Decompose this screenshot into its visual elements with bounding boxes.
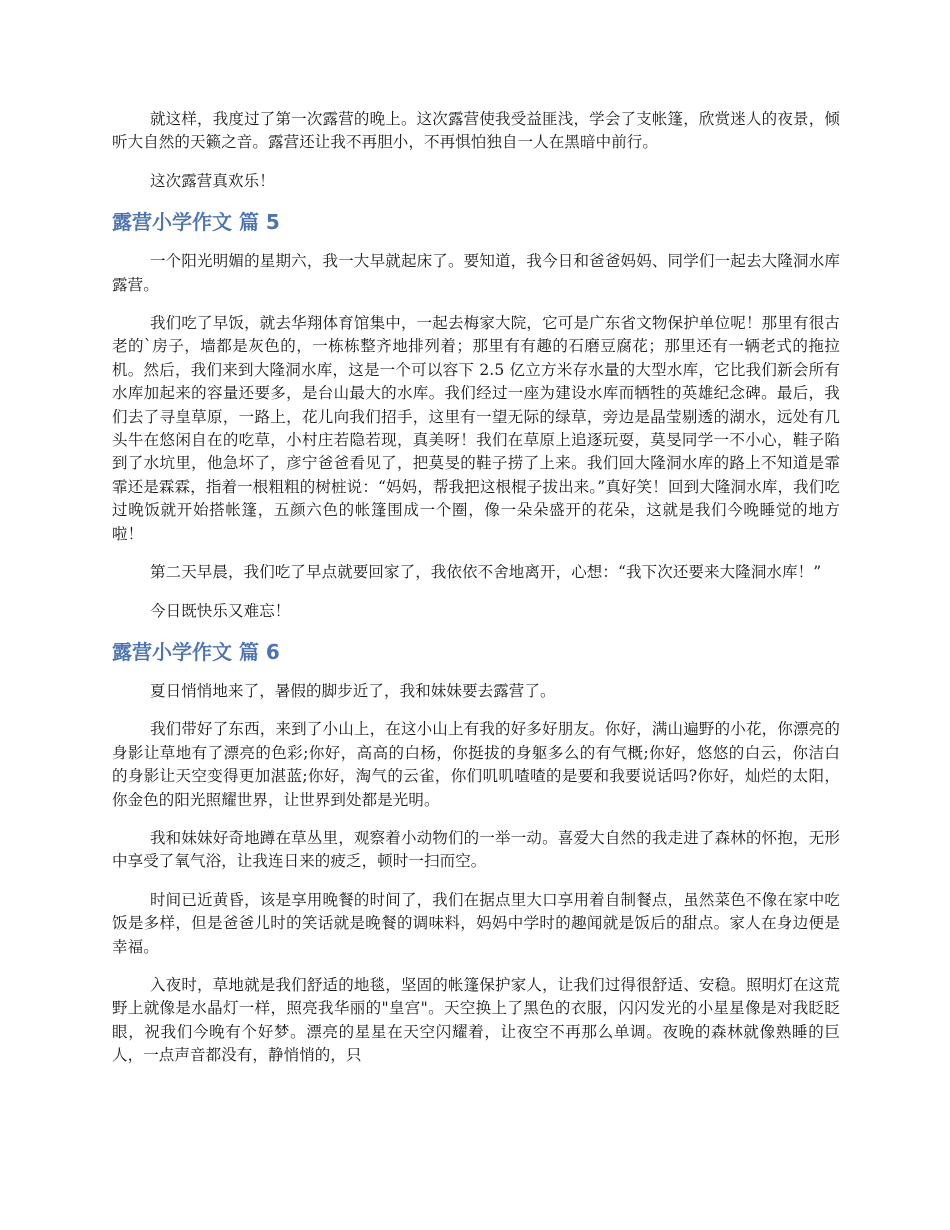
document-page (112, 108, 840, 1083)
paragraph: 入夜时，草地就是我们舒适的地毯，坚固的帐篷保护家人，让我们过得很舒适、安稳。照明灯在这荒野上就像是水晶灯一样，照亮我华丽的"皇宫"。天空换上了黑色的衣服，闪闪发光的小星星像是对我眨眨眼，祝我们今晚有个好梦。漂亮的星星在天空闪耀着，让夜空不再那么单调。夜晚的森林就像熟睡的巨人，一点声音都没有，静悄悄的，只 (112, 975, 840, 1065)
paragraph: 第二天早晨，我们吃了早点就要回家了，我依依不舍地离开，心想：“我下次还要来大隆洞水库！” (150, 563, 822, 582)
paragraph: 我和妹妹好奇地蹲在草丛里，观察着小动物们的一举一动。喜爱大自然的我走进了森林的怀抱，无形中享受了氧气浴，让我连日来的疲乏，顿时一扫而空。 (112, 828, 840, 871)
paragraph: 一个阳光明媚的星期六，我一大早就起床了。要知道，我今日和爸爸妈妈、同学们一起去大隆洞水库露营。 (112, 252, 840, 294)
section-heading: 露营小学作文 篇 5 (112, 210, 280, 235)
paragraph: 今日既快乐又难忘！ (150, 601, 291, 620)
paragraph: 这次露营真欢乐！ (150, 171, 275, 190)
paragraph: 夏日悄悄地来了，暑假的脚步近了，我和妹妹要去露营了。 (150, 681, 556, 700)
paragraph: 时间已近黄昏，该是享用晚餐的时间了，我们在据点里大口享用着自制餐点，虽然菜色不像在家中吃饭是多样，但是爸爸儿时的笑话就是晚餐的调味料，妈妈中学时的趣闻就是饭后的甜点。家人在身边便是幸福。 (112, 890, 840, 956)
paragraph: 就这样，我度过了第一次露营的晚上。这次露营使我受益匪浅，学会了支帐篷，欣赏迷人的夜景，倾听大自然的天籁之音。露营还让我不再胆小，不再惧怕独自一人在黑暗中前行。 (112, 110, 840, 152)
section-heading: 露营小学作文 篇 6 (112, 639, 280, 664)
paragraph: 我们吃了早饭，就去华翔体育馆集中，一起去梅家大院，它可是广东省文物保护单位呢！那里有很古老的`房子，墙都是灰色的，一栋栋整齐地排列着；那里有有趣的石磨豆腐花；那里还有一辆老式的拖拉机。然后，我们来到大隆洞水库，这是一个可以容下 2.5 亿立方米存水量的大型水库，它比我们新会所有水库加起来的容量还要多，是台山最大的水库。我们经过一座为建设水库而牺牲的英雄纪念碑。最后，我们去了寻皇草原，一路上，花儿向我们招手，这里有一望无际的绿草，旁边是晶莹剔透的湖水，远处有几头牛在悠闲自在的吃草，小村庄若隐若现，真美呀！我们在草原上追逐玩耍，莫旻同学一不小心，鞋子陷到了水坑里，他急坏了，彦宁爸爸看见了，把莫旻的鞋子捞了上来。我们回大隆洞水库的路上不知道是霏霏还是霖霖，指着一根粗粗的树桩说：“妈妈，帮我把这根棍子拔出来。”真好笑！回到大隆洞水库，我们吃过晚饭就开始搭帐篷，五颜六色的帐篷围成一个圈，像一朵朵盛开的花朵，这就是我们今晚睡觉的地方啦！ (112, 314, 840, 543)
paragraph: 我们带好了东西，来到了小山上，在这小山上有我的好多好朋友。你好，满山遍野的小花，你漂亮的身影让草地有了漂亮的色彩;你好，高高的白杨，你挺拔的身躯多么的有气概;你好，悠悠的白云，你洁白的身影让天空变得更加湛蓝;你好，淘气的云雀，你们叽叽喳喳的是要和我要说话吗?你好，灿烂的太阳，你金色的阳光照耀世界，让世界到处都是光明。 (112, 720, 840, 809)
